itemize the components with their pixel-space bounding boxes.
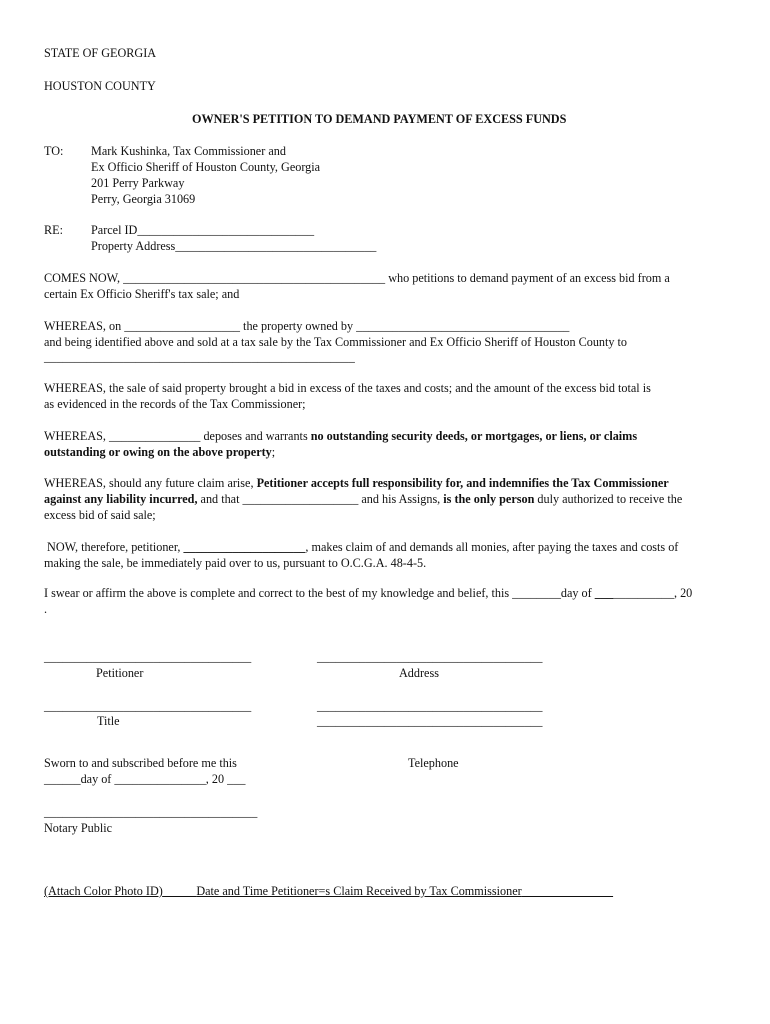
document-title: OWNER'S PETITION TO DEMAND PAYMENT OF EXCESS FUNDS — [192, 112, 567, 126]
petitioner-signature-line[interactable]: __________________________________ — [44, 650, 252, 664]
sworn-date-field[interactable]: ______day of _______________, 20 ___ — [44, 772, 246, 786]
address-label: Address — [399, 666, 439, 680]
state-heading: STATE OF GEORGIA — [44, 46, 157, 60]
bold-text-run: is the only person — [443, 492, 535, 506]
text-run: WHEREAS, _______________ deposes and warrants — [44, 429, 311, 443]
now-therefore-paragraph: making the sale, be immediately paid over to us, pursuant to O.C.G.A. 48-4-5. — [44, 556, 427, 570]
notary-signature-line[interactable]: ___________________________________ — [44, 805, 258, 819]
text-run: ; — [271, 445, 276, 459]
attach-photo-label: (Attach Color Photo ID) — [44, 884, 163, 898]
whereas-claim-paragraph — [44, 476, 669, 491]
title-signature-line[interactable]: __________________________________ — [44, 699, 252, 713]
whereas-warrants-paragraph — [44, 429, 637, 444]
bold-text-run: no outstanding security deeds, or mortgages, or liens, or claims — [310, 429, 638, 443]
day-month-field[interactable]: ___ — [594, 586, 614, 600]
whereas-warrants-paragraph — [44, 445, 275, 460]
swear-paragraph: . — [44, 602, 48, 616]
text-run: duly authorized to receive the — [534, 492, 683, 506]
petitioner-label: Petitioner — [96, 666, 144, 680]
sworn-text: Sworn to and subscribed before me this — [44, 756, 237, 770]
title-label: Title — [97, 714, 120, 728]
whereas-excess-paragraph: WHEREAS, the sale of said property brought a bid in excess of the taxes and costs; and the amount of the excess bid total is — [44, 381, 651, 395]
date-received-label: Date and Time Petitioner=s Claim Received by Tax Commissioner — [196, 884, 522, 898]
text-run: NOW, therefore, petitioner, — [44, 540, 184, 554]
to-line: Mark Kushinka, Tax Commissioner and — [91, 144, 286, 158]
property-address-field[interactable]: Property Address_________________________________ — [91, 239, 377, 253]
comes-now-paragraph: COMES NOW, ___________________________________________ who petitions to demand payment of an excess bid from a — [44, 271, 670, 285]
whereas-sale-paragraph: and being identified above and sold at a tax sale by the Tax Commissioner and Ex Officio Sheriff of Houston County to — [44, 335, 628, 349]
to-line: Ex Officio Sheriff of Houston County, Georgia — [91, 160, 321, 174]
bold-text-run: against any liability incurred, — [44, 492, 198, 506]
comes-now-paragraph: certain Ex Officio Sheriff's tax sale; and — [44, 287, 240, 301]
text-run: , makes claim of and demands all monies, after paying the taxes and costs of — [305, 540, 679, 554]
petitioner-name-field[interactable]: ____________________ — [183, 540, 306, 554]
notary-label: Notary Public — [44, 821, 113, 835]
footer-spacer — [163, 884, 197, 898]
bold-text-run: outstanding or owing on the above property — [44, 445, 272, 459]
whereas-excess-paragraph: as evidenced in the records of the Tax Commissioner; — [44, 397, 306, 411]
text-run: I swear or affirm the above is complete and correct to the best of my knowledge and belief, this ________day of — [44, 586, 595, 600]
whereas-claim-paragraph — [44, 492, 682, 507]
to-line: Perry, Georgia 31069 — [91, 192, 196, 206]
address-line[interactable]: _____________________________________ — [317, 650, 543, 664]
to-label: TO: — [44, 144, 64, 158]
telephone-label: Telephone — [408, 756, 459, 770]
county-heading: HOUSTON COUNTY — [44, 79, 156, 93]
text-run: WHEREAS, should any future claim arise, — [44, 476, 257, 490]
parcel-id-field[interactable]: Parcel ID_____________________________ — [91, 223, 315, 237]
bold-text-run: Petitioner accepts full responsibility for, and indemnifies the Tax Commissioner — [256, 476, 669, 490]
footer-line — [44, 884, 613, 899]
whereas-sale-paragraph: ___________________________________________________ — [44, 350, 355, 364]
to-line: 201 Perry Parkway — [91, 176, 185, 190]
whereas-sale-paragraph: WHEREAS, on ___________________ the property owned by ___________________________________ — [44, 319, 570, 333]
swear-paragraph — [44, 586, 692, 601]
whereas-claim-paragraph: excess bid of said sale; — [44, 508, 156, 522]
text-run: __________, 20 — [613, 586, 693, 600]
address-line[interactable]: _____________________________________ — [317, 699, 543, 713]
now-therefore-paragraph — [44, 540, 678, 555]
address-line[interactable]: _____________________________________ — [317, 714, 543, 728]
footer-spacer — [522, 884, 613, 898]
text-run: and that ___________________ and his Assigns, — [197, 492, 444, 506]
re-label: RE: — [44, 223, 63, 237]
